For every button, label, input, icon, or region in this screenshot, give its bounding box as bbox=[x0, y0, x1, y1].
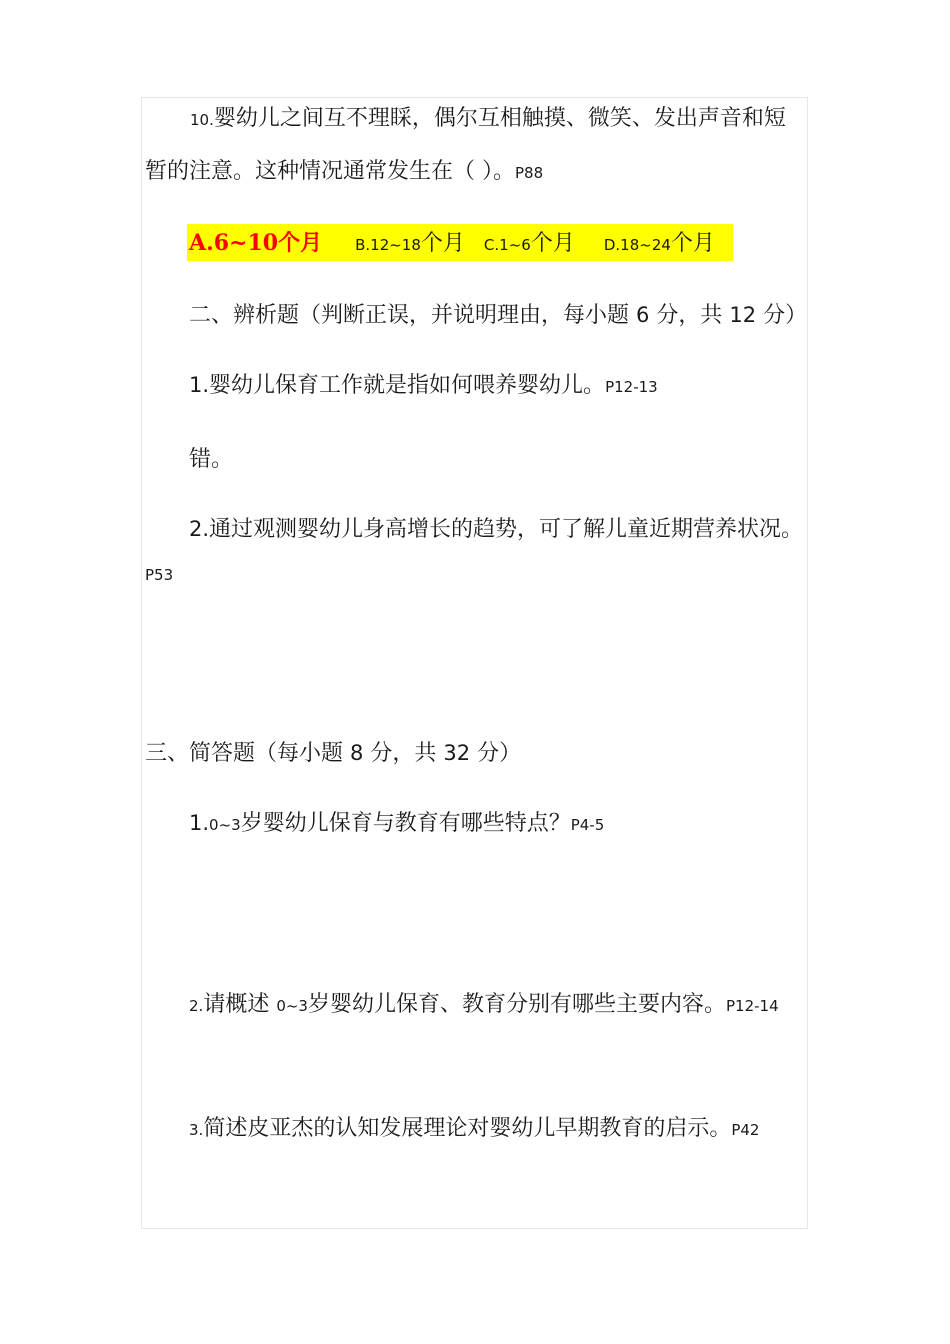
section2-q2 bbox=[189, 514, 803, 545]
section2-q1-text: 婴幼儿保育工作就是指如何喂养婴幼儿。 bbox=[209, 373, 606, 398]
section3-q1-age-range: 0~3 bbox=[209, 816, 241, 834]
section2-q2-text: 通过观测婴幼儿身高增长的趋势，可了解儿童近期营养状况。 bbox=[209, 517, 804, 542]
q10-options bbox=[189, 228, 715, 260]
section2-heading-mid: 分，共 bbox=[649, 303, 730, 328]
section3-q1-text: 岁婴幼儿保育与教育有哪些特点？ bbox=[240, 811, 571, 836]
section3-q2-text-a: 请概述 bbox=[203, 992, 277, 1017]
q10-option-c-num: C.1~6 bbox=[483, 236, 531, 254]
section3-heading-mid: 分，共 bbox=[363, 741, 444, 766]
section2-heading-text: 二、辨析题（判断正误，并说明理由，每小题 bbox=[189, 303, 636, 328]
section2-q1 bbox=[189, 370, 658, 402]
q10-option-d-unit: 个月 bbox=[670, 231, 715, 256]
section2-heading-end: 分） bbox=[756, 303, 808, 328]
section3-points-each: 8 bbox=[350, 741, 364, 765]
section2-points-total: 12 bbox=[729, 303, 757, 327]
q10-option-a: A.6~10个月 bbox=[189, 230, 323, 256]
section2-heading bbox=[189, 300, 807, 331]
section3-q1 bbox=[189, 808, 604, 840]
section3-heading-text: 三、简答题（每小题 bbox=[145, 741, 350, 766]
section2-q2-page-ref: P53 bbox=[145, 566, 174, 584]
q10-number: 10. bbox=[190, 111, 214, 129]
section3-heading bbox=[145, 738, 521, 769]
section2-q1-number: 1. bbox=[189, 373, 210, 397]
section3-q3-text: 简述皮亚杰的认知发展理论对婴幼儿早期教育的启示。 bbox=[203, 1116, 732, 1141]
section3-q2 bbox=[189, 990, 779, 1021]
q10-option-b-unit: 个月 bbox=[420, 231, 465, 256]
q10-text-line1: 婴幼儿之间互不理睬，偶尔互相触摸、微笑、发出声音和短 bbox=[213, 106, 786, 131]
q10-line1 bbox=[190, 104, 786, 135]
section3-q2-age-range: 0~3 bbox=[276, 997, 308, 1015]
section2-q1-answer: 错。 bbox=[189, 447, 234, 472]
section3-q2-page-ref: P12-14 bbox=[725, 997, 779, 1015]
section3-q2-text-b: 岁婴幼儿保育、教育分别有哪些主要内容。 bbox=[307, 992, 726, 1017]
section3-q1-page-ref: P4-5 bbox=[570, 816, 605, 834]
section3-q3-number: 3. bbox=[189, 1121, 204, 1139]
section2-points-each: 6 bbox=[636, 303, 650, 327]
q10-line2 bbox=[145, 157, 543, 188]
section3-q2-number: 2. bbox=[189, 997, 204, 1015]
q10-option-d-num: D.18~24 bbox=[603, 236, 671, 254]
q10-option-c-unit: 个月 bbox=[530, 231, 575, 256]
section3-q1-number: 1. bbox=[189, 811, 210, 835]
page-frame bbox=[141, 97, 808, 1229]
section3-points-total: 32 bbox=[443, 741, 471, 765]
q10-option-b-num: B.12~18 bbox=[355, 236, 421, 254]
q10-text-line2: 暂的注意。这种情况通常发生在（ ）。 bbox=[145, 159, 515, 184]
section3-q3 bbox=[189, 1114, 759, 1145]
section3-heading-end: 分） bbox=[470, 741, 522, 766]
section3-q3-page-ref: P42 bbox=[731, 1121, 760, 1139]
q10-page-ref: P88 bbox=[515, 164, 544, 182]
section2-q1-page-ref: P12-13 bbox=[605, 378, 658, 396]
section2-q2-number: 2. bbox=[189, 517, 210, 541]
